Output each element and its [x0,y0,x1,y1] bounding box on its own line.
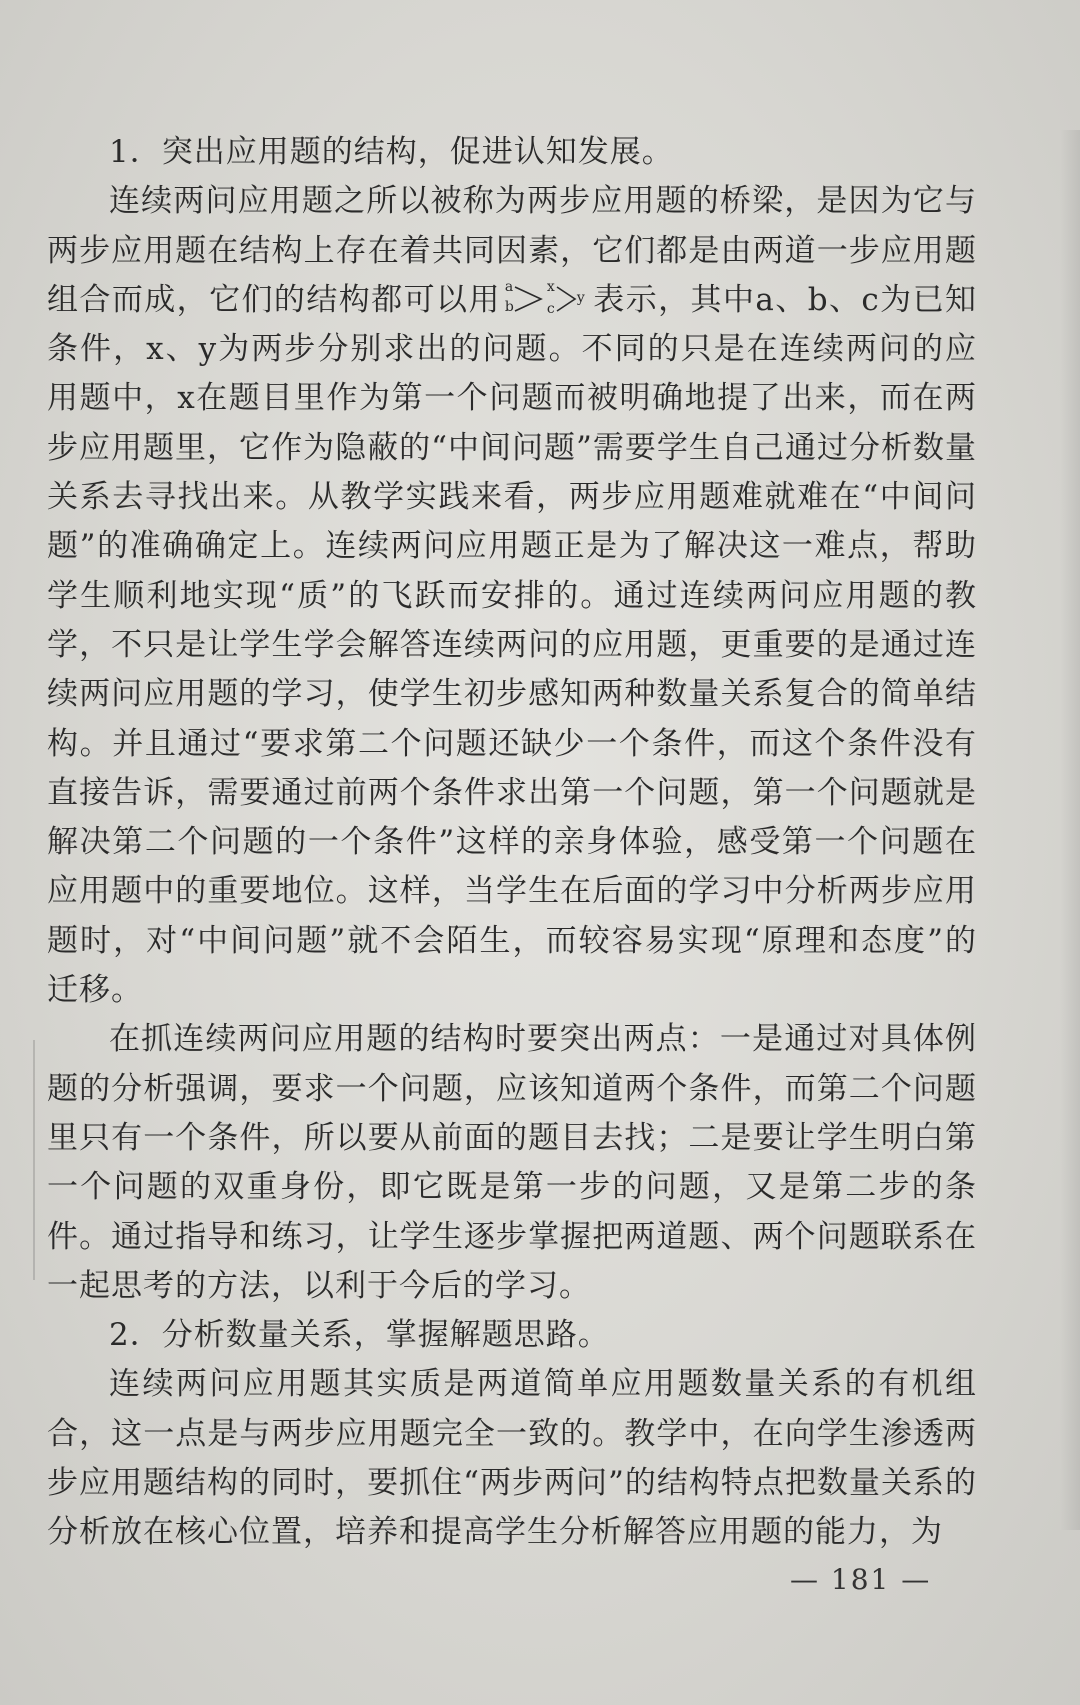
paragraph-1-start: 连续两问应用题之所以被称为两步应用题的桥梁，是因为它与两步应用题在结构上存在着共同因素，它们都是由两道一步应用题组合而成，它们的结构都可以用 [47,183,977,318]
margin-mark [33,1040,35,1280]
formula-a: a [504,278,515,295]
body-text [47,128,977,1558]
page-edge-shadow [1060,130,1080,1530]
paragraph-2: 在抓连续两问应用题的结构时要突出两点：一是通过对具体例题的分析强调，要求一个问题，应该知道两个条件，而第二个问题里只有一个条件，所以要从前面的题目去找；二是要让学生明白第一个问题的双重身份，即它既是第一步的问题，又是第二步的条件。通过指导和练习，让学生逐步掌握把两道题、两个问题联系在一起思考的方法，以利于今后的学习。 [47,1021,977,1304]
formula-y: y [576,289,586,306]
section-heading-1: 1．突出应用题的结构，促进认知发展。 [109,134,674,170]
formula-b: b [504,298,515,315]
paragraph-3: 连续两问应用题其实质是两道简单应用题数量关系的有机组合，这一点是与两步应用题完全一致的。教学中，在向学生渗透两步应用题结构的同时，要抓住“两步两问”的结构特点把数量关系的分析放在核心位置，培养和提高学生分析解答应用题的能力，为 [47,1366,977,1551]
page-number: — 181 — [790,1563,932,1596]
section-heading-2: 2．分析数量关系，掌握解题思路。 [109,1317,610,1354]
paragraph-1 [47,177,977,1015]
formula-x: x [546,278,556,295]
paragraph-1-rest: 表示，其中a、b、c为已知条件，x、y为两步分别求出的问题。不同的只是在连续两问的应用题中，x在题目里作为第一个问题而被明确地提了出来，而在两步应用题里，它作为隐蔽的“中间问题”需要学生自己通过分析数量关系去寻找出来。从教学实践来看，两步应用题难就难在“中间问题”的准确确定上。连续两问应用题正是为了解决这一难点，帮助学生顺利地实现“质”的飞跃而安排的。通过连续两问应用题的教学，不只是让学生学会解答连续两问的应用题，更重要的是通过连续两问应用题的学习，使学生初步感知两种数量关系复合的简单结构。并且通过“要求第二个问题还缺少一个条件，而这个条件没有直接告诉，需要通过前两个条件求出第一个问题，第一个问题就是解决第二个问题的一个条件”这样的亲身体验，感受第一个问题在应用题中的重要地位。这样，当学生在后面的学习中分析两步应用题时，对“中间问题”就不会陌生，而较容易实现“原理和态度”的迁移。 [47,281,978,1009]
formula-c: c [546,300,556,317]
structure-formula [501,280,593,318]
